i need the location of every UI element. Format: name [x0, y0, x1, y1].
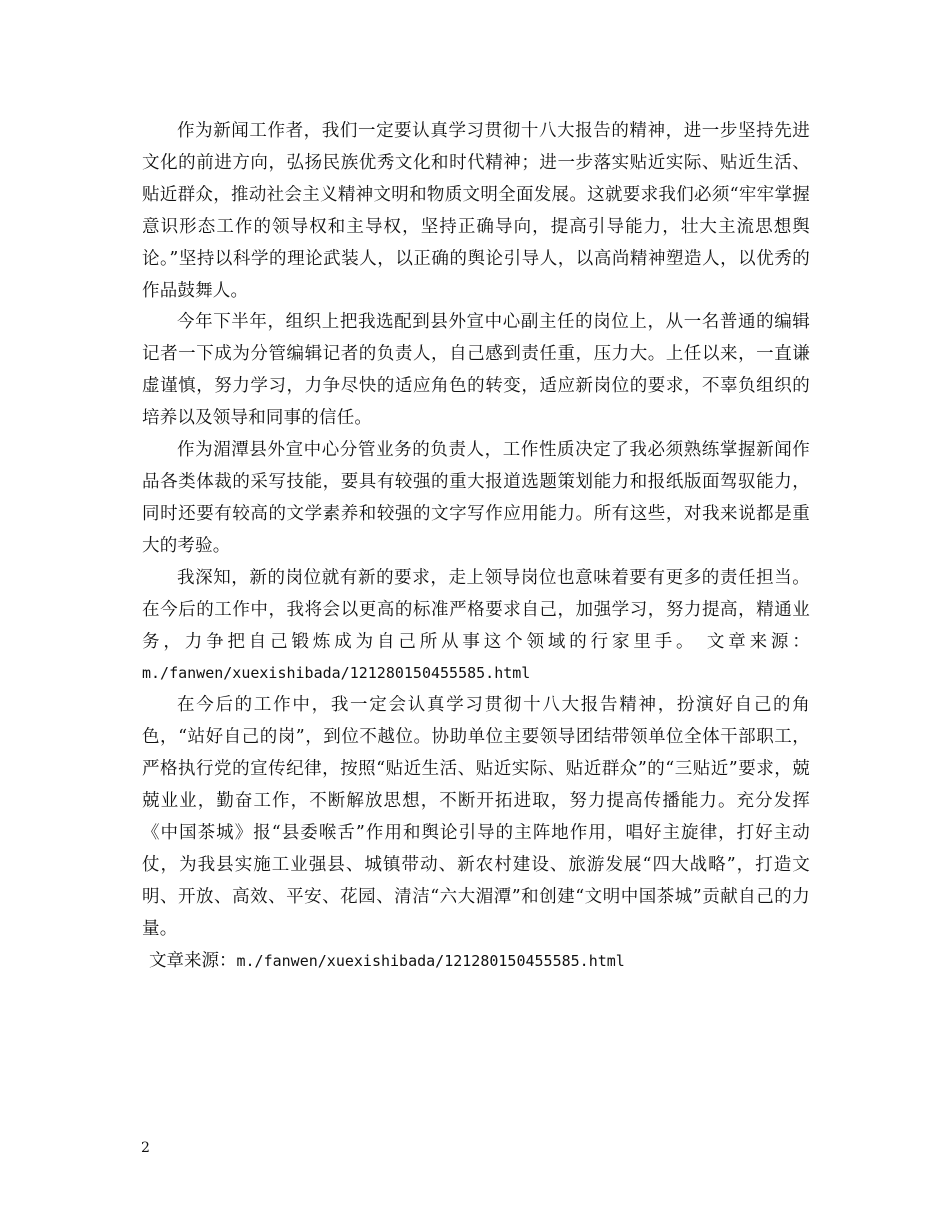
- footer-source: [142, 946, 810, 978]
- paragraph-1: 作为新闻工作者，我们一定要认真学习贯彻十八大报告的精神，进一步坚持先进文化的前进方向，弘扬民族优秀文化和时代精神；进一步落实贴近实际、贴近生活、贴近群众，推动社会主义精神文明和物质文明全面发展。这就要求我们必须“牢牢掌握意识形态工作的领导权和主导权，坚持正确导向，提高引导能力，壮大主流思想舆论。”坚持以科学的理论武装人，以正确的舆论引导人，以高尚精神塑造人，以优秀的作品鼓舞人。: [142, 121, 810, 301]
- document-body: [142, 116, 810, 977]
- paragraph-3: 作为湄潭县外宣中心分管业务的负责人，工作性质决定了我必须熟练掌握新闻作品各类体裁的采写技能，要具有较强的重大报道选题策划能力和报纸版面驾驭能力，同时还要有较高的文学素养和较强的文字写作应用能力。所有这些，对我来说都是重大的考验。: [142, 440, 810, 556]
- inline-source-url: m./fanwen/xuexishibada/121280150455585.html: [142, 664, 531, 683]
- paragraph-4: [142, 563, 810, 691]
- paragraph-2: 今年下半年，组织上把我选配到县外宣中心副主任的岗位上，从一名普通的编辑记者一下成为分管编辑记者的负责人，自己感到责任重，压力大。上任以来，一直谦虚谨慎，努力学习，力争尽快的适应角色的转变，适应新岗位的要求，不辜负组织的培养以及领导和同事的信任。: [142, 312, 810, 429]
- paragraph-5: 在今后的工作中，我一定会认真学习贯彻十八大报告精神，扮演好自己的角色，“站好自己的岗”，到位不越位。协助单位主要领导团结带领单位全体干部职工，严格执行党的宣传纪律，按照“贴近生活、贴近实际、贴近群众”的“三贴近”要求，兢兢业业，勤奋工作，不断解放思想，不断开拓进取，努力提高传播能力。充分发挥《中国茶城》报“县委喉舌”作用和舆论引导的主阵地作用，唱好主旋律，打好主动仗，为我县实施工业强县、城镇带动、新农村建设、旅游发展“四大战略”，打造文明、开放、高效、平安、花园、清洁“六大湄潭”和创建“文明中国茶城”贡献自己的力量。: [142, 695, 810, 939]
- footer-source-label: 文章来源：: [149, 950, 237, 971]
- footer-source-url: m./fanwen/xuexishibada/121280150455585.html: [236, 951, 625, 970]
- inline-source-label: 文章来源：: [697, 631, 810, 652]
- page-number: 2: [141, 1140, 150, 1156]
- paragraph-4-text: 我深知，新的岗位就有新的要求，走上领导岗位也意味着要有更多的责任担当。在今后的工作中，我将会以更高的标准严格要求自己，加强学习，努力提高，精通业务，力争把自己锻炼成为自己所从事这个领域的行家里手。: [142, 567, 810, 652]
